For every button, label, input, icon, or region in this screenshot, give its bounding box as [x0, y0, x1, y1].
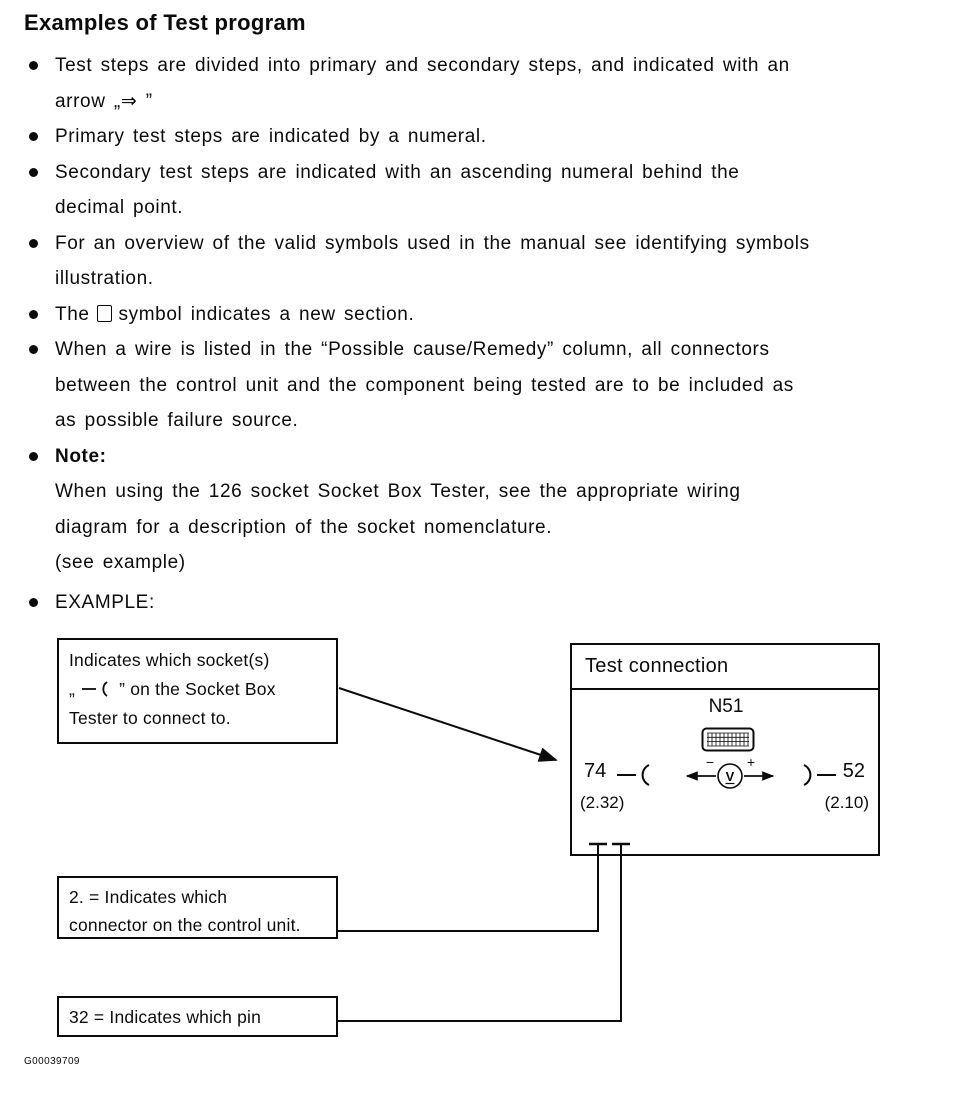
bullet-line: arrow „⇒ ” [55, 90, 153, 112]
bullet-line: Test steps are divided into primary and secondary steps, and indicated with an [55, 55, 790, 76]
bullet-line: (see example) [55, 552, 186, 573]
meter-plus: + [746, 756, 756, 770]
socket-symbol-right-icon [799, 764, 837, 786]
bullet-dot [29, 61, 38, 70]
meter-minus: − [705, 756, 715, 770]
bullet-line: between the control unit and the component being tested are to be included as [55, 374, 794, 396]
new-section-text-post: symbol indicates a new section. [118, 303, 415, 325]
connector-pins-icon [701, 727, 755, 752]
bullet-line: as possible failure source. [55, 410, 299, 431]
callout-arrow [339, 688, 556, 760]
example-label: EXAMPLE: [55, 591, 155, 613]
bullet-dot [29, 132, 38, 141]
bullet-dot [29, 168, 38, 177]
bullet-item [24, 226, 975, 297]
bullet-dot [29, 239, 38, 248]
bullet-list [24, 48, 975, 620]
callout-line: Tester to connect to. [69, 708, 231, 728]
bullet-item [24, 119, 975, 155]
new-section-symbol [97, 305, 112, 322]
page-title: Examples of Test program [24, 10, 306, 35]
bullet-line [55, 297, 975, 333]
test-connection-title: Test connection [572, 645, 878, 690]
test-connection-box [570, 643, 880, 856]
new-section-text-pre: The [55, 303, 90, 325]
bullet-dot [29, 598, 38, 607]
callout-line: „ ” on the Socket Box [69, 679, 276, 699]
callout-line: Indicates which socket(s) [69, 650, 270, 670]
bullet-line: For an overview of the valid symbols used in the manual see identifying symbols [55, 232, 810, 254]
socket-symbol-inline-icon [82, 681, 112, 697]
bullet-item [24, 332, 975, 439]
callout-line: connector on the control unit. [69, 915, 301, 935]
callout-line: 32 = Indicates which pin [69, 1007, 262, 1027]
callout-connector-box [57, 876, 338, 939]
socket-symbol-left-icon [616, 764, 654, 786]
bullet-line: decimal point. [55, 197, 184, 218]
bullet-item [24, 585, 975, 621]
note-label: Note: [55, 445, 107, 467]
component-label: N51 [708, 696, 744, 717]
bullet-line: When a wire is listed in the “Possible cause/Remedy” column, all connectors [55, 339, 770, 360]
bullet-line: Primary test steps are indicated by a numeral. [55, 126, 487, 147]
bullet-line: When using the 126 socket Socket Box Tester, see the appropriate wiring [55, 481, 741, 502]
left-pin-value: (2.32) [580, 793, 625, 812]
left-socket-value: 74 [584, 760, 607, 782]
right-socket-value: 52 [842, 760, 865, 782]
bullet-line: Secondary test steps are indicated with an ascending numeral behind the [55, 161, 740, 183]
right-pin-value: (2.10) [824, 793, 869, 812]
voltmeter-icon [680, 756, 780, 792]
meter-letter: V [725, 769, 735, 784]
figure-id: G00039709 [24, 1056, 80, 1067]
bullet-dot [29, 345, 38, 354]
callout-socket-box [57, 638, 338, 744]
bullet-dot [29, 310, 38, 319]
bullet-item [24, 155, 975, 226]
pin-callout-line [336, 844, 621, 1021]
bullet-dot [29, 452, 38, 461]
callout-line: 2. = Indicates which [69, 887, 228, 907]
bullet-item [24, 439, 975, 581]
connector-callout-line [336, 844, 598, 931]
bullet-line: diagram for a description of the socket nomenclature. [55, 516, 553, 538]
bullet-item [24, 48, 975, 119]
bullet-item [24, 297, 975, 333]
bullet-line: illustration. [55, 268, 154, 289]
callout-pin-box [57, 996, 338, 1037]
